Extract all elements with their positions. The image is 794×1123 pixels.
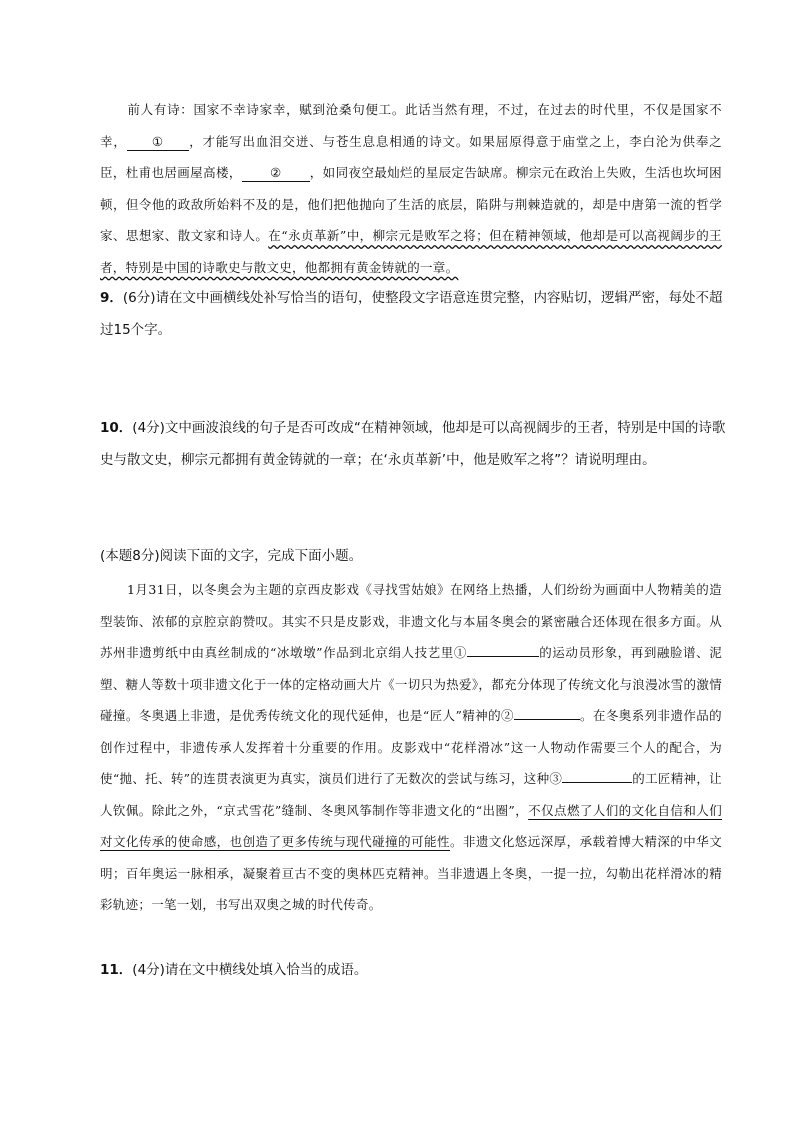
passage2-text-part5: 。非遗文化悠远深厚，承载着博大精深的中华文明；百年奥运一脉相承，凝聚着亘古不变的奥林匹克精神。当非遗遇上冬奥，一提一拉，勾勒出花样滑冰的精彩轨迹；一笔一划，书写出双奥之城的时代传奇。: [100, 834, 722, 912]
passage1-text-part2: ，才能写出血泪交迸、与苍生息息相通的诗文。如果屈原得意于庙堂之上，李白沦为供奉之臣，杜甫也居画屋高楼，: [100, 133, 722, 180]
question-9-text: (6分)请在文中画横线处补写恰当的语句，使整段文字语意连贯完整，内容贴切，逻辑严密，每处不超过15个字。: [100, 290, 723, 338]
passage1-text-part1: 前人有诗：国家不幸诗家幸，赋到沧桑句便工。此话当然有理，不过，在过去的时代里，不仅是国家不幸，: [100, 102, 722, 149]
fill-blank-idiom-1[interactable]: [467, 656, 539, 657]
passage2-text-part4: 的工匠精神，让人钦佩。除此之外，“京式雪花”缝制、冬奥风筝制作等非遗文化的“出圈”，: [100, 771, 722, 818]
blank-marker-1: ①: [453, 645, 467, 660]
reading-passage-liu-zongyuan: [100, 94, 722, 283]
fill-blank-1[interactable]: ①: [127, 134, 189, 151]
reading-passage-winter-olympics: [100, 574, 722, 921]
question-9: [100, 282, 730, 346]
underlined-sentence: 不仅点燃了人们的文化自信和人们对文化传承的使命感，也创造了更多传统与现代碰撞的可能性: [100, 802, 722, 849]
passage2-text-part2: 的运动员形象，再到融脸谱、泥塑、糖人等数十项非遗文化于一体的定格动画大片《一切只为热爱》，都充分体现了传统文化与浪漫冰雪的激情碰撞。冬奥遇上非遗，是优秀传统文化的现代延伸，也是“匠人”精神的: [100, 645, 722, 723]
passage2-text-part3: 。在冬奥系列非遗作品的创作过程中，非遗传承人发挥着十分重要的作用。皮影戏中“花样滑冰”这一人物动作需要三个人的配合，为使“抛、托、转”的连贯表演更为真实，演员们进行了无数次的尝试与练习，这种: [100, 708, 722, 786]
question-9-number: 9．: [100, 290, 123, 306]
passage1-text-part3: ，如同夜空最灿烂的星辰定告缺席。柳宗元在政治上失败，生活也坎坷困顿，但令他的政敌所始料不及的是，他们把他抛向了生活的底层，陷阱与荆棘造就的，却是中唐第一流的哲学家、思想家、散文家和诗人。: [100, 165, 722, 243]
wavy-underlined-sentence: 在“永贞革新”中，柳宗元是败军之将；但在精神领域，他却是可以高视阔步的王者，特别是中国的诗歌史与散文史，他都拥有黄金铸就的一章。: [100, 228, 722, 275]
fill-blank-2[interactable]: ②: [242, 165, 310, 182]
question-10: [100, 412, 730, 476]
question-11: [100, 954, 730, 986]
passage2-text-part1: 1月31日，以冬奥会为主题的京西皮影戏《寻找雪姑娘》在网络上热播，人们纷纷为画面中人物精美的造型装饰、浓郁的京腔京韵赞叹。其实不只是皮影戏，非遗文化与本届冬奥会的紧密融合还体现在很多方面。从苏州非遗剪纸中由真丝制成的“冰墩墩”作品到北京绢人技艺里: [100, 582, 722, 660]
question-10-number: 10．: [100, 420, 133, 436]
question-11-text: (4分)请在文中横线处填入恰当的成语。: [132, 962, 368, 978]
question-11-number: 11．: [100, 962, 133, 978]
fill-blank-idiom-3[interactable]: [562, 782, 632, 783]
blank-marker-3: ③: [549, 771, 563, 786]
fill-blank-idiom-2[interactable]: [514, 719, 580, 720]
question-10-text: (4分)文中画波浪线的句子是否可改成“在精神领域，他却是可以高视阔步的王者，特别是中国的诗歌史与散文史，柳宗元都拥有黄金铸就的一章；在‘永贞革新’中，他是败军之将”？请说明理由。: [100, 420, 726, 468]
section-heading: (本题8分)阅读下面的文字，完成下面小题。: [100, 548, 363, 564]
blank-marker-2: ②: [501, 708, 514, 723]
